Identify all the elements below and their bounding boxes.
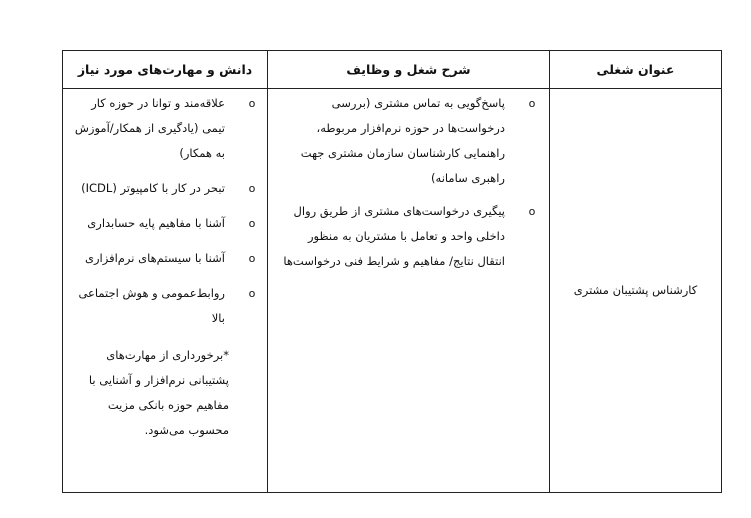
- skills-cell: [63, 89, 268, 493]
- header-row: [63, 51, 722, 89]
- skill-item: [69, 281, 259, 331]
- skill-item: [69, 176, 259, 201]
- header-description: شرح شغل و وظایف: [268, 51, 550, 89]
- skills-list: [69, 91, 259, 331]
- bullet-circle-icon: o: [248, 287, 256, 300]
- duty-text: پاسخ‌گویی به تماس مشتری (بررسی درخواست‌ها در حوزه نرم‌افزار مربوطه، راهنمایی کارشناسان سازمان مشتری جهت راهبری سامانه): [300, 96, 505, 185]
- bullet-circle-icon: o: [528, 205, 536, 218]
- bullet-circle-icon: o: [248, 217, 256, 230]
- skill-text: آشنا با سیستم‌های نرم‌افزاری: [85, 251, 225, 265]
- bullet-circle-icon: o: [248, 182, 256, 195]
- skill-item: [69, 246, 259, 271]
- job-title-cell: کارشناس پشتیبان مشتری: [550, 89, 722, 493]
- skill-text: علاقه‌مند و توانا در حوزه کار تیمی (یادگیری از همکار/آموزش به همکار): [74, 96, 225, 160]
- header-job-title: عنوان شغلی: [550, 51, 722, 89]
- skill-text: تبحر در کار با کامپیوتر (ICDL): [81, 181, 225, 195]
- skill-text: آشنا با مفاهیم پایه حسابداری: [87, 216, 225, 230]
- duties-cell: [268, 89, 550, 493]
- skill-item: [69, 211, 259, 236]
- job-description-table: [62, 50, 722, 493]
- duty-item: [278, 199, 539, 274]
- bullet-circle-icon: o: [248, 252, 256, 265]
- bullet-circle-icon: o: [528, 97, 536, 110]
- skill-text: روابط‌عمومی و هوش اجتماعی بالا: [78, 286, 225, 325]
- bullet-circle-icon: o: [248, 97, 256, 110]
- duty-text: پیگیری درخواست‌های مشتری از طریق روال داخلی واحد و تعامل با مشتریان به منظور انتقال نتایج/ مفاهیم و شرایط فنی درخواست‌ها: [283, 204, 505, 268]
- skill-item: [69, 91, 259, 166]
- header-skills: دانش و مهارت‌های مورد نیاز: [63, 51, 268, 89]
- duty-item: [278, 91, 539, 191]
- skills-note: *برخورداری از مهارت‌های پشتیبانی نرم‌افزار و آشنایی با مفاهیم حوزه بانکی مزیت محسوب می‌شود.: [88, 348, 229, 437]
- duties-list: [278, 91, 539, 274]
- table-row: [63, 89, 722, 493]
